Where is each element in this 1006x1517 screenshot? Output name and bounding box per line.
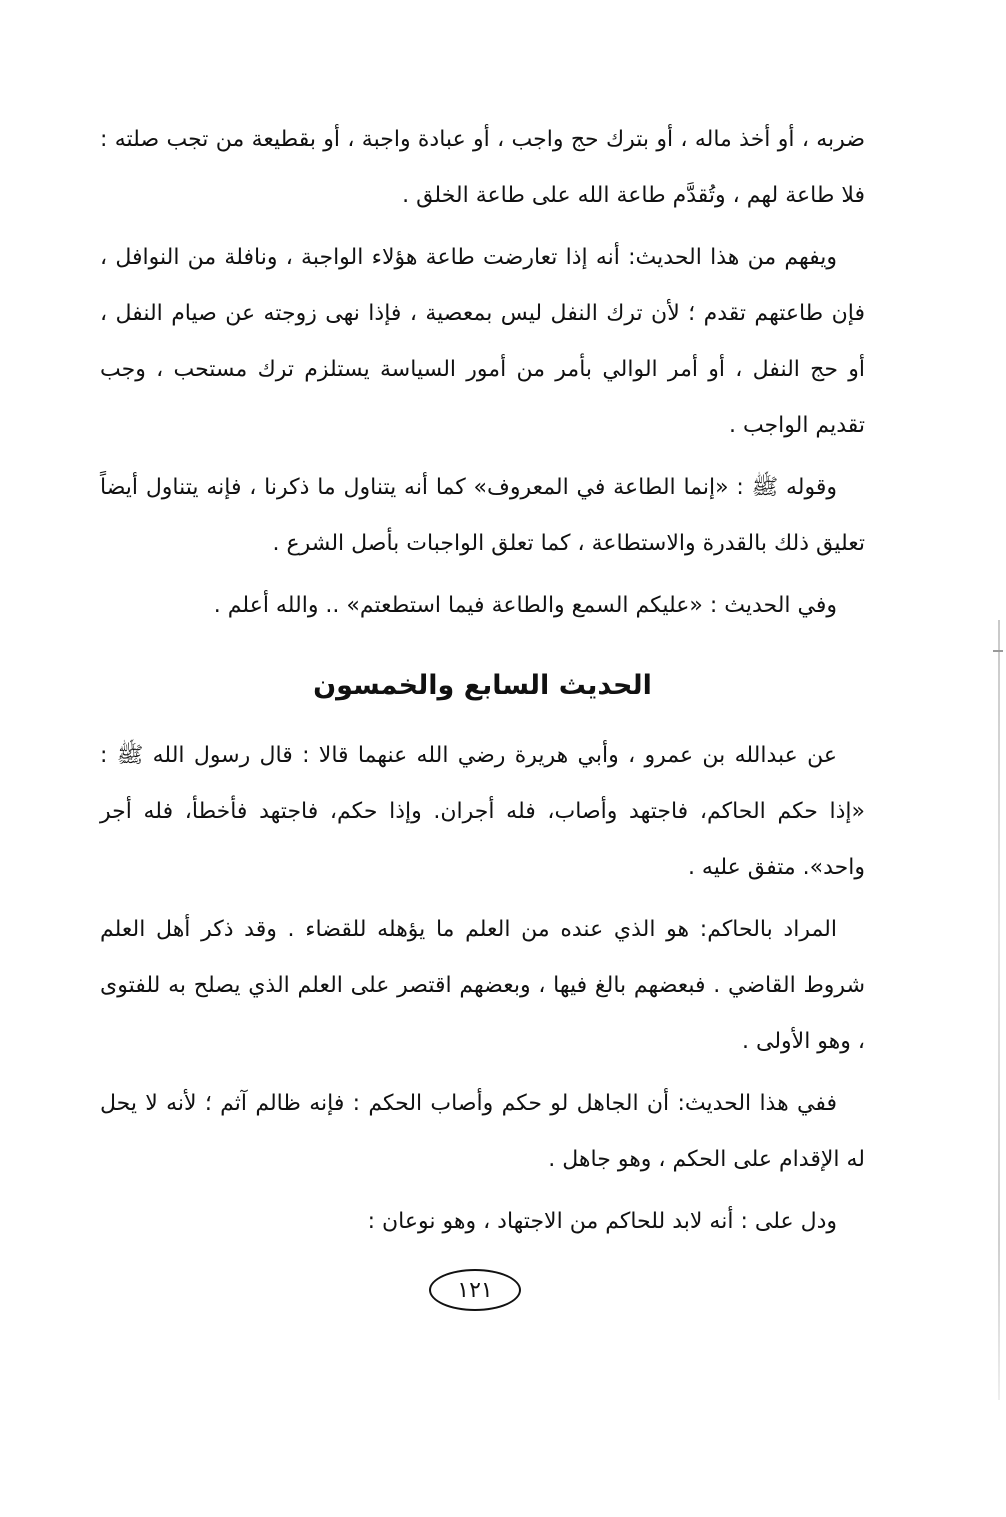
paragraph: ففي هذا الحديث: أن الجاهل لو حكم وأصاب الحكم : فإنه ظالم آثم ؛ لأنه لا يحل له الإقدام على الحكم ، وهو جاهل .: [100, 1091, 865, 1172]
page-body: [100, 112, 865, 1256]
page-number: ١٢١: [429, 1269, 521, 1311]
paragraph: ودل على : أنه لابد للحاكم من الاجتهاد ، وهو نوعان :: [367, 1209, 837, 1234]
paragraph: المراد بالحاكم: هو الذي عنده من العلم ما يؤهله للقضاء . وقد ذكر أهل العلم شروط القاضي . فبعضهم بالغ فيها ، وبعضهم اقتصر على العلم الذي يصلح به للفتوى ، وهو الأولى .: [100, 917, 865, 1054]
paragraph: ويفهم من هذا الحديث: أنه إذا تعارضت طاعة هؤلاء الواجبة ، ونافلة من النوافل ، فإن طاعتهم تقدم ؛ لأن ترك النفل ليس بمعصية ، فإذا نهى زوجته عن صيام النفل ، أو حج النفل ، أو أمر الوالي بأمر من أمور السياسة يستلزم ترك مستحب ، وجب تقديم الواجب .: [100, 245, 865, 438]
paragraph: وفي الحديث : «عليكم السمع والطاعة فيما استطعتم» .. والله أعلم .: [213, 593, 837, 618]
scan-edge-tick: [993, 650, 1003, 652]
scan-edge-line: [998, 620, 1000, 1400]
paragraph: وقوله ﷺ : «إنما الطاعة في المعروف» كما أنه يتناول ما ذكرنا ، فإنه يتناول أيضاً تعليق ذلك بالقدرة والاستطاعة ، كما تعلق الواجبات بأصل الشرع .: [100, 475, 865, 556]
section-title: الحديث السابع والخمسون: [313, 670, 652, 701]
paragraph: ضربه ، أو أخذ ماله ، أو بترك حج واجب ، أو عبادة واجبة ، أو بقطيعة من تجب صلته : فلا طاعة لهم ، وتُقدَّم طاعة الله على طاعة الخلق .: [100, 127, 865, 208]
hadith-text-paragraph: عن عبدالله بن عمرو ، وأبي هريرة رضي الله عنهما قالا : قال رسول الله ﷺ : «إذا حكم الحاكم، فاجتهد وأصاب، فله أجران. وإذا حكم، فاجتهد فأخطأ، فله أجر واحد». متفق عليه .: [100, 743, 865, 880]
